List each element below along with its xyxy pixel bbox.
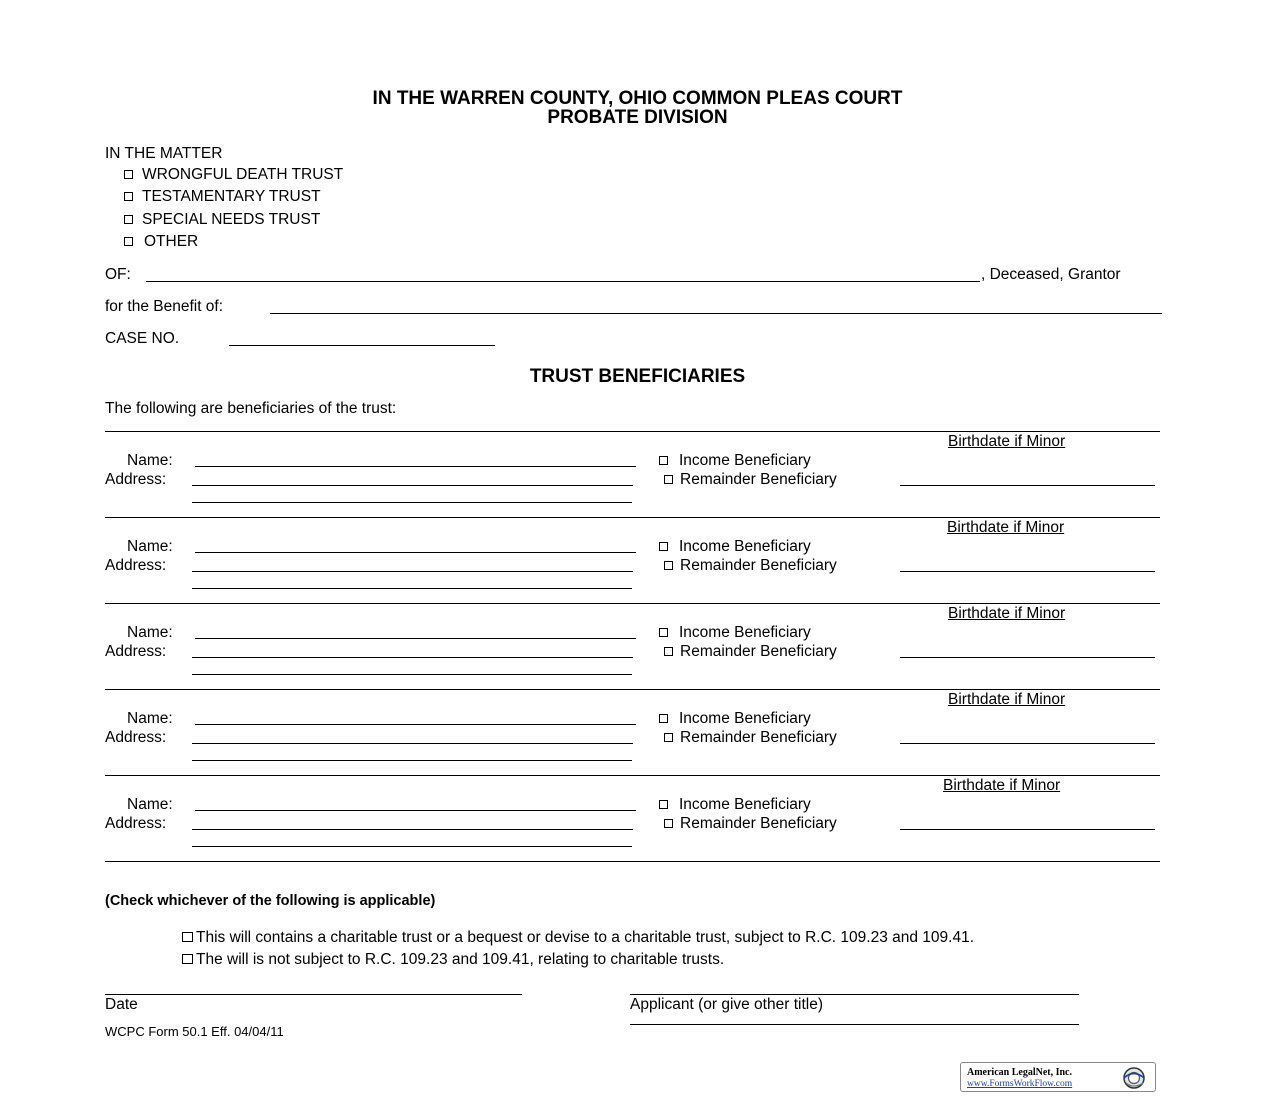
checkbox[interactable] — [664, 647, 673, 656]
checkbox[interactable] — [182, 932, 193, 942]
beneficiary-address-line2-field[interactable] — [192, 502, 632, 503]
date-label: Date — [105, 996, 138, 1013]
name-label: Name: — [127, 710, 173, 727]
checkbox[interactable] — [182, 954, 193, 964]
remainder-beneficiary-option[interactable]: Remainder Beneficiary — [664, 558, 837, 574]
company-name: American LegalNet, Inc. — [967, 1067, 1072, 1078]
beneficiary-name-field[interactable] — [195, 466, 636, 467]
intro-text: The following are beneficiaries of the trust: — [105, 400, 397, 417]
of-label: OF: — [105, 266, 131, 283]
income-beneficiary-option[interactable]: Income Beneficiary — [659, 797, 811, 813]
checkbox[interactable] — [659, 800, 668, 809]
income-beneficiary-option[interactable]: Income Beneficiary — [659, 453, 811, 469]
checkbox[interactable] — [664, 475, 673, 484]
address-label: Address: — [105, 557, 167, 574]
address-label: Address: — [105, 815, 167, 832]
beneficiary-name-field[interactable] — [195, 810, 636, 811]
name-label: Name: — [127, 538, 173, 555]
beneficiary-address-field[interactable] — [192, 485, 633, 486]
checkbox[interactable] — [124, 170, 133, 179]
remainder-beneficiary-option[interactable]: Remainder Beneficiary — [664, 472, 837, 488]
birthdate-label: Birthdate if Minor — [948, 691, 1066, 708]
birthdate-field[interactable] — [900, 485, 1155, 486]
matter-option-other[interactable]: OTHER — [124, 234, 198, 250]
birthdate-label: Birthdate if Minor — [948, 605, 1066, 622]
address-label: Address: — [105, 643, 167, 660]
charitable-option-2[interactable]: The will is not subject to R.C. 109.23 and 109.41, relating to charitable trusts. — [182, 952, 724, 968]
birthdate-label: Birthdate if Minor — [943, 777, 1061, 794]
section-title: TRUST BENEFICIARIES — [529, 366, 746, 387]
grantor-name-field[interactable] — [146, 281, 980, 282]
checkbox[interactable] — [124, 192, 133, 201]
beneficiary-separator — [105, 431, 1160, 432]
birthdate-label: Birthdate if Minor — [947, 519, 1065, 536]
beneficiary-address-field[interactable] — [192, 571, 633, 572]
beneficiary-name-field[interactable] — [195, 724, 636, 725]
checkbox[interactable] — [664, 819, 673, 828]
income-beneficiary-option[interactable]: Income Beneficiary — [659, 539, 811, 555]
name-label: Name: — [127, 796, 173, 813]
birthdate-field[interactable] — [900, 657, 1155, 658]
form-id: WCPC Form 50.1 Eff. 04/04/11 — [105, 1024, 284, 1039]
date-field[interactable] — [105, 994, 522, 995]
beneficiary-address-line2-field[interactable] — [192, 846, 632, 847]
court-title: IN THE WARREN COUNTY, OHIO COMMON PLEAS COURT — [372, 88, 903, 109]
beneficiary-separator — [105, 689, 1160, 690]
applicant-signature-field[interactable] — [630, 994, 1079, 995]
applicant-title-field[interactable] — [630, 1024, 1079, 1025]
matter-label: IN THE MATTER — [105, 145, 223, 162]
beneficiary-name-field[interactable] — [195, 638, 636, 639]
benefit-label: for the Benefit of: — [105, 298, 224, 315]
checkbox[interactable] — [124, 237, 133, 246]
address-label: Address: — [105, 471, 167, 488]
beneficiary-address-line2-field[interactable] — [192, 588, 632, 589]
grantor-suffix: , Deceased, Grantor — [981, 266, 1121, 283]
matter-option-wrongful-death[interactable]: WRONGFUL DEATH TRUST — [124, 167, 343, 183]
birthdate-field[interactable] — [900, 829, 1155, 830]
beneficiary-separator — [105, 517, 1160, 518]
company-logo — [960, 1062, 1156, 1092]
benefit-of-field[interactable] — [270, 313, 1162, 314]
beneficiary-name-field[interactable] — [195, 552, 636, 553]
check-instruction: (Check whichever of the following is applicable) — [105, 893, 436, 909]
globe-icon — [1117, 1065, 1151, 1091]
charitable-option-1[interactable]: This will contains a charitable trust or a bequest or devise to a charitable trust, subject to R.C. 109.23 and 109.41. — [182, 930, 974, 946]
address-label: Address: — [105, 729, 167, 746]
birthdate-label: Birthdate if Minor — [948, 433, 1066, 450]
name-label: Name: — [127, 452, 173, 469]
checkbox[interactable] — [659, 456, 668, 465]
remainder-beneficiary-option[interactable]: Remainder Beneficiary — [664, 816, 837, 832]
beneficiary-separator — [105, 775, 1160, 776]
checkbox[interactable] — [659, 542, 668, 551]
case-no-field[interactable] — [229, 345, 495, 346]
applicant-label: Applicant (or give other title) — [630, 996, 823, 1013]
remainder-beneficiary-option[interactable]: Remainder Beneficiary — [664, 730, 837, 746]
beneficiary-address-line2-field[interactable] — [192, 674, 632, 675]
checkbox[interactable] — [664, 561, 673, 570]
division-title: PROBATE DIVISION — [547, 107, 728, 128]
checkbox[interactable] — [659, 628, 668, 637]
case-no-label: CASE NO. — [105, 330, 180, 347]
checkbox[interactable] — [659, 714, 668, 723]
checkbox[interactable] — [664, 733, 673, 742]
beneficiary-address-field[interactable] — [192, 829, 633, 830]
birthdate-field[interactable] — [900, 743, 1155, 744]
beneficiary-address-line2-field[interactable] — [192, 760, 632, 761]
name-label: Name: — [127, 624, 173, 641]
company-url[interactable]: www.FormsWorkFlow.com — [967, 1079, 1073, 1089]
beneficiary-address-field[interactable] — [192, 657, 633, 658]
remainder-beneficiary-option[interactable]: Remainder Beneficiary — [664, 644, 837, 660]
checkbox[interactable] — [124, 215, 133, 224]
beneficiary-address-field[interactable] — [192, 743, 633, 744]
income-beneficiary-option[interactable]: Income Beneficiary — [659, 711, 811, 727]
birthdate-field[interactable] — [900, 571, 1155, 572]
matter-option-special-needs[interactable]: SPECIAL NEEDS TRUST — [124, 212, 320, 228]
matter-option-testamentary[interactable]: TESTAMENTARY TRUST — [124, 189, 321, 205]
income-beneficiary-option[interactable]: Income Beneficiary — [659, 625, 811, 641]
beneficiary-separator — [105, 603, 1160, 604]
beneficiary-separator — [105, 861, 1160, 862]
